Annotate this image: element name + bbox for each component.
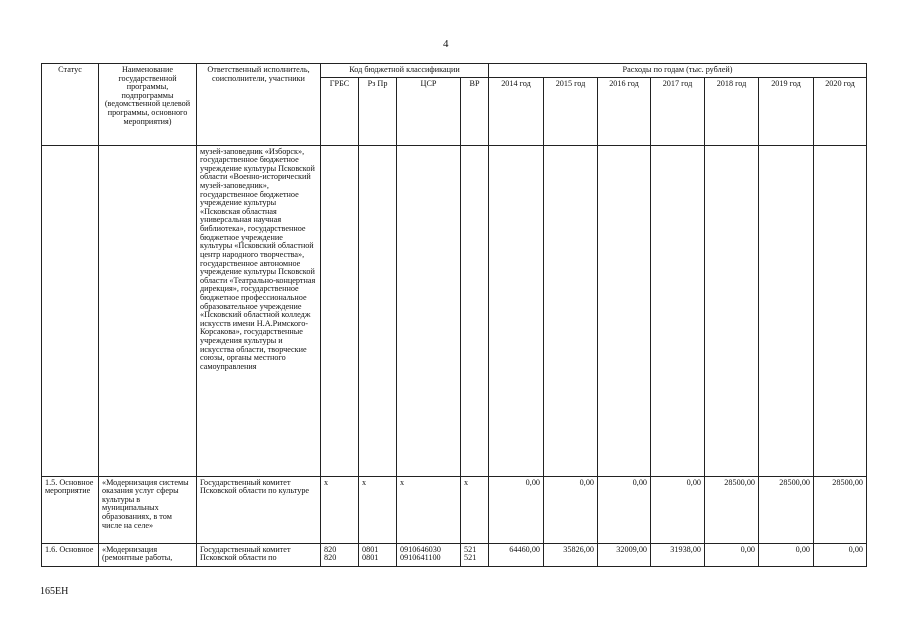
header-year-2016: 2016 год [598,77,651,145]
row-responsible: Государственный комитет Псковской области по культуре [197,476,321,543]
header-rzpr: Рз Пр [359,77,397,145]
header-year-2014: 2014 год [489,77,544,145]
header-budget-code: Код бюджетной классификации [321,64,489,78]
header-year-2018: 2018 год [705,77,759,145]
row-value-2017: 31938,00 [651,543,705,566]
header-grbs: ГРБС [321,77,359,145]
row-rzpr: x [359,476,397,543]
row-status: 1.6. Основное [42,543,99,566]
table-row [42,543,867,566]
row-name: «Модернизация системы оказания услуг сферы культуры в муниципальных образованиях, в том числе на селе» [99,476,197,543]
row-rzpr: 0801 0801 [359,543,397,566]
row-value-2019: 28500,00 [759,476,814,543]
row-value-2016: 0,00 [598,476,651,543]
row-value-2017: 0,00 [651,476,705,543]
header-year-2020: 2020 год [814,77,867,145]
row-value-2015: 0,00 [544,476,598,543]
footer-code: 165ЕН [40,586,69,597]
row-value-2014: 0,00 [489,476,544,543]
header-status: Статус [42,64,99,146]
header-row-1 [42,64,867,78]
row-responsible: Государственный комитет Псковской области по [197,543,321,566]
header-year-2019: 2019 год [759,77,814,145]
row-value-2014: 64460,00 [489,543,544,566]
header-expenses: Расходы по годам (тыс. рублей) [489,64,867,78]
header-year-2015: 2015 год [544,77,598,145]
row-value-2015: 35826,00 [544,543,598,566]
header-vr: ВР [461,77,489,145]
continuation-text: музей-заповедник «Изборск», государственное бюджетное учреждение культуры Псковской области «Военно-исторический музей-заповедник», государственное бюджетное учреждение культуры «Псковская областная универсальная научная библиотека», государственное бюджетное учреждение культуры «Псковский областной центр народного творчества», государственное автономное учреждение культуры Псковской области «Театрально-концертная дирекция», государственное бюджетное профессиональное образовательное учреждение «Псковский областной колледж искусств имени Н.А.Римского-Корсакова», государственные учреждения культуры и искусства области, творческие союзы, органы местного самоуправления [197,145,321,476]
row-vr: x [461,476,489,543]
header-name: Наименование государственной программы, подпрограммы (ведомственной целевой программы, основного мероприятия) [99,64,197,146]
budget-table [41,63,867,567]
row-grbs: x [321,476,359,543]
header-csr: ЦСР [397,77,461,145]
page-number: 4 [443,38,449,50]
row-csr: x [397,476,461,543]
header-responsible: Ответственный исполнитель, соисполнители, участники [197,64,321,146]
row-value-2020: 28500,00 [814,476,867,543]
row-value-2016: 32009,00 [598,543,651,566]
table-row [42,476,867,543]
row-name: «Модернизация (ремонтные работы, [99,543,197,566]
row-csr: 0910646030 0910641100 [397,543,461,566]
table-row-continuation [42,145,867,476]
row-value-2018: 28500,00 [705,476,759,543]
row-value-2019: 0,00 [759,543,814,566]
row-vr: 521 521 [461,543,489,566]
row-value-2020: 0,00 [814,543,867,566]
header-year-2017: 2017 год [651,77,705,145]
row-grbs: 820 820 [321,543,359,566]
row-status: 1.5. Основное мероприятие [42,476,99,543]
row-value-2018: 0,00 [705,543,759,566]
